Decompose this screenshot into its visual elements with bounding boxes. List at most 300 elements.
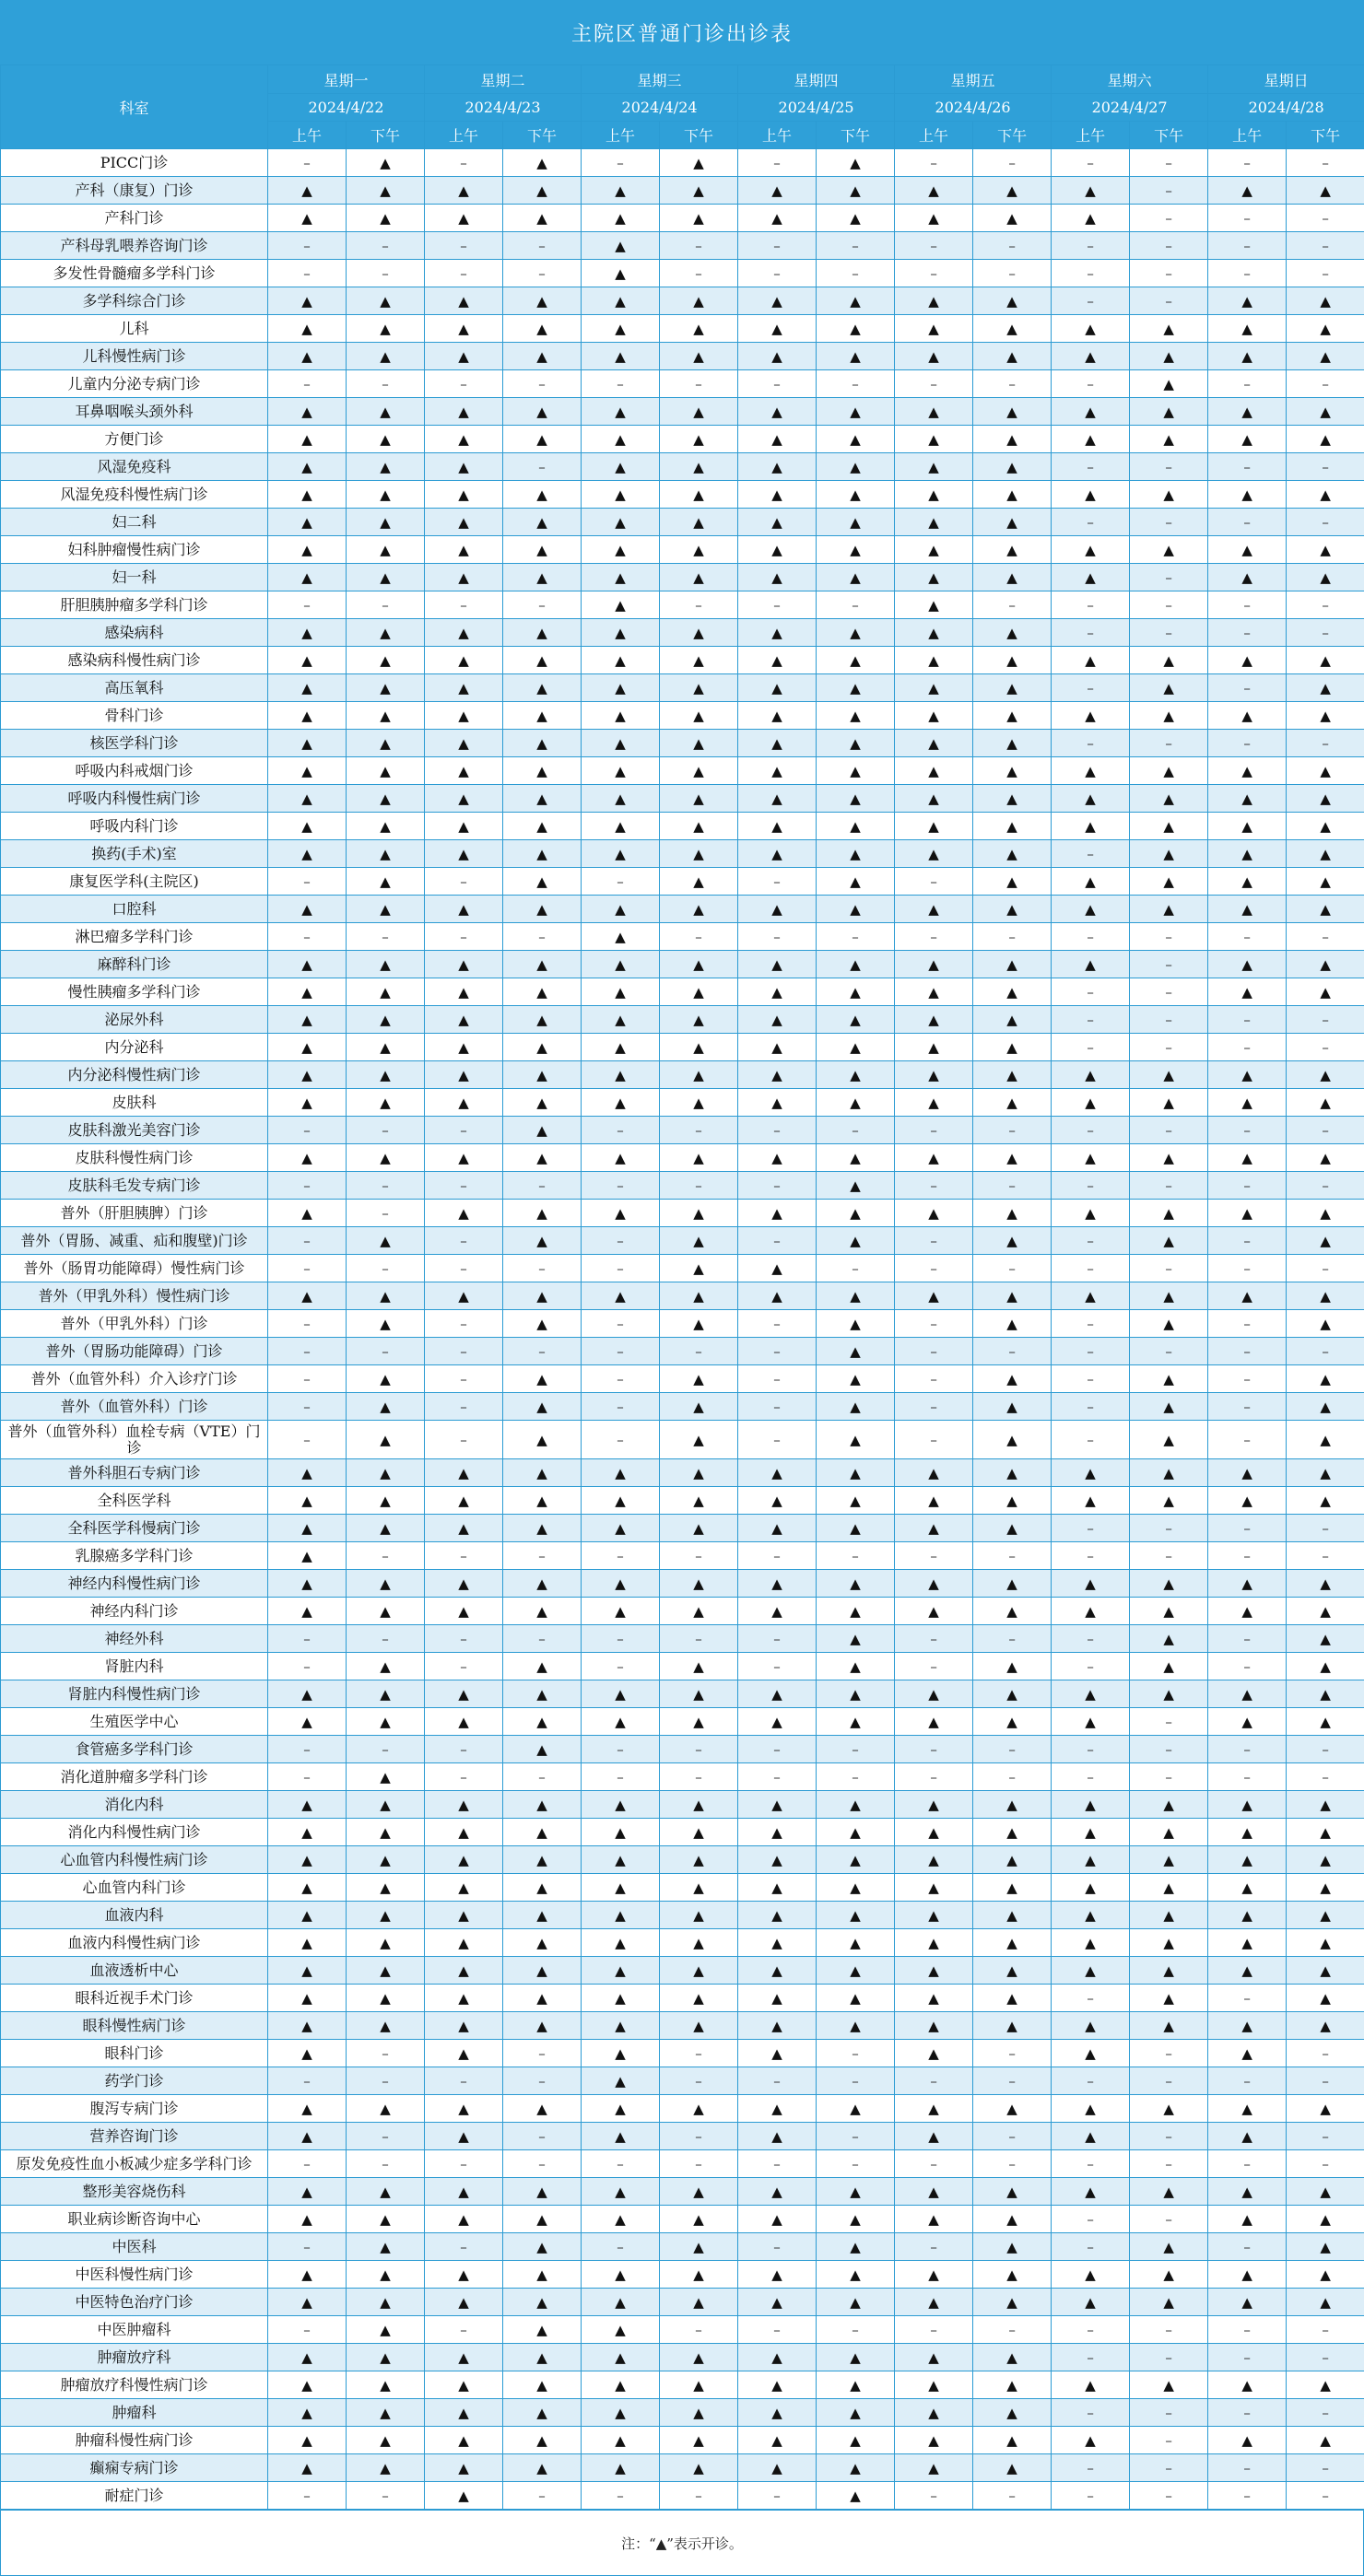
open-mark: ▲ bbox=[817, 287, 895, 315]
closed-mark: – bbox=[1052, 840, 1130, 868]
open-mark: ▲ bbox=[895, 1680, 973, 1708]
open-mark: ▲ bbox=[660, 1819, 738, 1846]
open-mark: ▲ bbox=[582, 1487, 660, 1515]
open-mark: ▲ bbox=[973, 2399, 1052, 2427]
dept-name: 康复医学科(主院区) bbox=[1, 868, 268, 896]
open-mark: ▲ bbox=[1287, 1365, 1364, 1393]
open-mark: ▲ bbox=[895, 2261, 973, 2289]
open-mark: ▲ bbox=[660, 1653, 738, 1680]
am-header: 上午 bbox=[738, 122, 817, 149]
open-mark: ▲ bbox=[582, 1089, 660, 1117]
dept-name: 儿科慢性病门诊 bbox=[1, 343, 268, 370]
open-mark: ▲ bbox=[1287, 2427, 1364, 2454]
open-mark: ▲ bbox=[973, 536, 1052, 564]
open-mark: ▲ bbox=[1208, 2123, 1287, 2150]
open-mark: ▲ bbox=[1287, 2012, 1364, 2040]
dept-name: 眼科门诊 bbox=[1, 2040, 268, 2067]
closed-mark: – bbox=[1287, 260, 1364, 287]
table-row bbox=[1, 2150, 1364, 2178]
open-mark: ▲ bbox=[1208, 1200, 1287, 1227]
open-mark: ▲ bbox=[973, 757, 1052, 785]
open-mark: ▲ bbox=[895, 481, 973, 509]
open-mark: ▲ bbox=[347, 536, 425, 564]
open-mark: ▲ bbox=[347, 453, 425, 481]
open-mark: ▲ bbox=[268, 840, 347, 868]
open-mark: ▲ bbox=[1130, 2371, 1208, 2399]
closed-mark: – bbox=[660, 1542, 738, 1570]
open-mark: ▲ bbox=[503, 287, 582, 315]
open-mark: ▲ bbox=[738, 1708, 817, 1736]
open-mark: ▲ bbox=[347, 2399, 425, 2427]
open-mark: ▲ bbox=[1208, 1708, 1287, 1736]
open-mark: ▲ bbox=[268, 951, 347, 978]
open-mark: ▲ bbox=[1052, 398, 1130, 426]
open-mark: ▲ bbox=[503, 619, 582, 647]
open-mark: ▲ bbox=[738, 1929, 817, 1957]
open-mark: ▲ bbox=[268, 1144, 347, 1172]
open-mark: ▲ bbox=[425, 1985, 503, 2012]
table-row bbox=[1, 1144, 1364, 1172]
open-mark: ▲ bbox=[1130, 1487, 1208, 1515]
open-mark: ▲ bbox=[817, 757, 895, 785]
open-mark: ▲ bbox=[660, 564, 738, 591]
open-mark: ▲ bbox=[817, 619, 895, 647]
closed-mark: – bbox=[425, 1338, 503, 1365]
open-mark: ▲ bbox=[347, 1487, 425, 1515]
open-mark: ▲ bbox=[973, 1570, 1052, 1598]
closed-mark: – bbox=[1287, 1763, 1364, 1791]
closed-mark: – bbox=[1052, 453, 1130, 481]
open-mark: ▲ bbox=[503, 1929, 582, 1957]
closed-mark: – bbox=[1052, 2399, 1130, 2427]
open-mark: ▲ bbox=[268, 398, 347, 426]
closed-mark: – bbox=[738, 2067, 817, 2095]
closed-mark: – bbox=[1287, 730, 1364, 757]
open-mark: ▲ bbox=[347, 1310, 425, 1338]
open-mark: ▲ bbox=[817, 1598, 895, 1625]
dept-name: 消化内科 bbox=[1, 1791, 268, 1819]
open-mark: ▲ bbox=[817, 868, 895, 896]
dept-name: 产科母乳喂养咨询门诊 bbox=[1, 232, 268, 260]
open-mark: ▲ bbox=[817, 1144, 895, 1172]
closed-mark: – bbox=[347, 923, 425, 951]
closed-mark: – bbox=[582, 1763, 660, 1791]
table-row bbox=[1, 426, 1364, 453]
footnote: 注：“▲”表示开诊。 bbox=[0, 2510, 1364, 2576]
open-mark: ▲ bbox=[1287, 647, 1364, 674]
open-mark: ▲ bbox=[660, 1144, 738, 1172]
open-mark: ▲ bbox=[425, 1459, 503, 1487]
open-mark: ▲ bbox=[973, 2289, 1052, 2316]
closed-mark: – bbox=[660, 2123, 738, 2150]
open-mark: ▲ bbox=[1052, 785, 1130, 813]
table-row bbox=[1, 2289, 1364, 2316]
open-mark: ▲ bbox=[582, 1791, 660, 1819]
open-mark: ▲ bbox=[1287, 343, 1364, 370]
pm-header: 下午 bbox=[817, 122, 895, 149]
dept-name: 高压氧科 bbox=[1, 674, 268, 702]
open-mark: ▲ bbox=[347, 2371, 425, 2399]
open-mark: ▲ bbox=[973, 1957, 1052, 1985]
closed-mark: – bbox=[738, 923, 817, 951]
open-mark: ▲ bbox=[1130, 1902, 1208, 1929]
closed-mark: – bbox=[1130, 951, 1208, 978]
dept-name: 普外（血管外科）血栓专病（VTE）门诊 bbox=[1, 1421, 268, 1459]
open-mark: ▲ bbox=[973, 2178, 1052, 2206]
open-mark: ▲ bbox=[660, 1310, 738, 1338]
open-mark: ▲ bbox=[503, 536, 582, 564]
open-mark: ▲ bbox=[895, 1034, 973, 1061]
closed-mark: – bbox=[895, 232, 973, 260]
open-mark: ▲ bbox=[1052, 1846, 1130, 1874]
open-mark: ▲ bbox=[817, 2012, 895, 2040]
open-mark: ▲ bbox=[817, 840, 895, 868]
open-mark: ▲ bbox=[1287, 840, 1364, 868]
open-mark: ▲ bbox=[973, 177, 1052, 205]
open-mark: ▲ bbox=[347, 149, 425, 177]
open-mark: ▲ bbox=[660, 1282, 738, 1310]
open-mark: ▲ bbox=[973, 2344, 1052, 2371]
closed-mark: – bbox=[1052, 1393, 1130, 1421]
open-mark: ▲ bbox=[268, 1200, 347, 1227]
table-row bbox=[1, 951, 1364, 978]
closed-mark: – bbox=[973, 1625, 1052, 1653]
dept-name: 口腔科 bbox=[1, 896, 268, 923]
closed-mark: – bbox=[1287, 453, 1364, 481]
open-mark: ▲ bbox=[817, 951, 895, 978]
closed-mark: – bbox=[425, 1736, 503, 1763]
open-mark: ▲ bbox=[1052, 2261, 1130, 2289]
closed-mark: – bbox=[503, 370, 582, 398]
open-mark: ▲ bbox=[817, 730, 895, 757]
open-mark: ▲ bbox=[1052, 481, 1130, 509]
open-mark: ▲ bbox=[503, 1902, 582, 1929]
open-mark: ▲ bbox=[347, 2344, 425, 2371]
dept-name: 皮肤科激光美容门诊 bbox=[1, 1117, 268, 1144]
table-row bbox=[1, 260, 1364, 287]
closed-mark: – bbox=[1130, 2150, 1208, 2178]
table-row bbox=[1, 398, 1364, 426]
open-mark: ▲ bbox=[1208, 564, 1287, 591]
dept-name: 食管癌多学科门诊 bbox=[1, 1736, 268, 1763]
open-mark: ▲ bbox=[895, 426, 973, 453]
closed-mark: – bbox=[425, 2316, 503, 2344]
open-mark: ▲ bbox=[582, 1144, 660, 1172]
pm-header: 下午 bbox=[973, 122, 1052, 149]
dept-name: 换药(手术)室 bbox=[1, 840, 268, 868]
table-row bbox=[1, 1338, 1364, 1365]
closed-mark: – bbox=[817, 1542, 895, 1570]
open-mark: ▲ bbox=[1287, 398, 1364, 426]
open-mark: ▲ bbox=[1130, 1089, 1208, 1117]
closed-mark: – bbox=[1052, 370, 1130, 398]
closed-mark: – bbox=[425, 232, 503, 260]
open-mark: ▲ bbox=[268, 674, 347, 702]
open-mark: ▲ bbox=[425, 564, 503, 591]
closed-mark: – bbox=[582, 1310, 660, 1338]
closed-mark: – bbox=[347, 232, 425, 260]
open-mark: ▲ bbox=[1208, 647, 1287, 674]
open-mark: ▲ bbox=[1287, 978, 1364, 1006]
closed-mark: – bbox=[1208, 619, 1287, 647]
open-mark: ▲ bbox=[268, 2178, 347, 2206]
closed-mark: – bbox=[738, 1172, 817, 1200]
open-mark: ▲ bbox=[660, 674, 738, 702]
open-mark: ▲ bbox=[582, 2371, 660, 2399]
open-mark: ▲ bbox=[582, 730, 660, 757]
open-mark: ▲ bbox=[738, 2261, 817, 2289]
closed-mark: – bbox=[895, 1227, 973, 1255]
closed-mark: – bbox=[1287, 2344, 1364, 2371]
open-mark: ▲ bbox=[1287, 785, 1364, 813]
open-mark: ▲ bbox=[738, 1985, 817, 2012]
open-mark: ▲ bbox=[425, 2040, 503, 2067]
open-mark: ▲ bbox=[347, 674, 425, 702]
closed-mark: – bbox=[660, 2150, 738, 2178]
closed-mark: – bbox=[817, 1736, 895, 1763]
open-mark: ▲ bbox=[347, 1791, 425, 1819]
closed-mark: – bbox=[1208, 1310, 1287, 1338]
open-mark: ▲ bbox=[738, 1791, 817, 1819]
open-mark: ▲ bbox=[1052, 2289, 1130, 2316]
open-mark: ▲ bbox=[1287, 702, 1364, 730]
dept-name: 中医肿瘤科 bbox=[1, 2316, 268, 2344]
open-mark: ▲ bbox=[503, 1200, 582, 1227]
open-mark: ▲ bbox=[660, 2399, 738, 2427]
open-mark: ▲ bbox=[973, 1034, 1052, 1061]
closed-mark: – bbox=[895, 2067, 973, 2095]
open-mark: ▲ bbox=[973, 1487, 1052, 1515]
closed-mark: – bbox=[1130, 923, 1208, 951]
closed-mark: – bbox=[503, 260, 582, 287]
closed-mark: – bbox=[1052, 619, 1130, 647]
open-mark: ▲ bbox=[425, 205, 503, 232]
open-mark: ▲ bbox=[1130, 1874, 1208, 1902]
closed-mark: – bbox=[425, 1763, 503, 1791]
closed-mark: – bbox=[895, 1365, 973, 1393]
table-row bbox=[1, 1227, 1364, 1255]
open-mark: ▲ bbox=[660, 2371, 738, 2399]
open-mark: ▲ bbox=[738, 2399, 817, 2427]
open-mark: ▲ bbox=[347, 2233, 425, 2261]
open-mark: ▲ bbox=[895, 674, 973, 702]
closed-mark: – bbox=[1052, 1172, 1130, 1200]
closed-mark: – bbox=[817, 2316, 895, 2344]
open-mark: ▲ bbox=[425, 1089, 503, 1117]
dept-name: 内分泌科 bbox=[1, 1034, 268, 1061]
open-mark: ▲ bbox=[660, 287, 738, 315]
open-mark: ▲ bbox=[973, 1515, 1052, 1542]
pm-header: 下午 bbox=[660, 122, 738, 149]
dept-name: 风湿免疫科慢性病门诊 bbox=[1, 481, 268, 509]
open-mark: ▲ bbox=[895, 453, 973, 481]
open-mark: ▲ bbox=[1287, 1598, 1364, 1625]
open-mark: ▲ bbox=[895, 951, 973, 978]
dept-name: 神经内科慢性病门诊 bbox=[1, 1570, 268, 1598]
open-mark: ▲ bbox=[347, 1985, 425, 2012]
am-header: 上午 bbox=[895, 122, 973, 149]
open-mark: ▲ bbox=[582, 481, 660, 509]
open-mark: ▲ bbox=[1208, 840, 1287, 868]
open-mark: ▲ bbox=[268, 730, 347, 757]
closed-mark: – bbox=[1052, 1006, 1130, 1034]
open-mark: ▲ bbox=[1052, 896, 1130, 923]
open-mark: ▲ bbox=[503, 702, 582, 730]
closed-mark: – bbox=[268, 260, 347, 287]
open-mark: ▲ bbox=[973, 813, 1052, 840]
open-mark: ▲ bbox=[1130, 1653, 1208, 1680]
open-mark: ▲ bbox=[503, 2454, 582, 2482]
open-mark: ▲ bbox=[973, 1006, 1052, 1034]
open-mark: ▲ bbox=[817, 1006, 895, 1034]
am-header: 上午 bbox=[268, 122, 347, 149]
table-row bbox=[1, 149, 1364, 177]
open-mark: ▲ bbox=[973, 1653, 1052, 1680]
open-mark: ▲ bbox=[895, 536, 973, 564]
open-mark: ▲ bbox=[503, 1034, 582, 1061]
open-mark: ▲ bbox=[660, 1255, 738, 1282]
open-mark: ▲ bbox=[1052, 1902, 1130, 1929]
open-mark: ▲ bbox=[738, 1515, 817, 1542]
open-mark: ▲ bbox=[738, 1598, 817, 1625]
open-mark: ▲ bbox=[738, 1282, 817, 1310]
closed-mark: – bbox=[817, 1763, 895, 1791]
open-mark: ▲ bbox=[1208, 426, 1287, 453]
open-mark: ▲ bbox=[425, 2178, 503, 2206]
open-mark: ▲ bbox=[895, 647, 973, 674]
open-mark: ▲ bbox=[582, 1819, 660, 1846]
closed-mark: – bbox=[738, 2233, 817, 2261]
open-mark: ▲ bbox=[582, 1200, 660, 1227]
open-mark: ▲ bbox=[817, 1034, 895, 1061]
date-header: 2024/4/25 bbox=[738, 94, 895, 122]
open-mark: ▲ bbox=[895, 343, 973, 370]
closed-mark: – bbox=[268, 1338, 347, 1365]
closed-mark: – bbox=[895, 2150, 973, 2178]
open-mark: ▲ bbox=[895, 591, 973, 619]
open-mark: ▲ bbox=[738, 1200, 817, 1227]
open-mark: ▲ bbox=[1287, 1957, 1364, 1985]
closed-mark: – bbox=[425, 1310, 503, 1338]
closed-mark: – bbox=[973, 1763, 1052, 1791]
open-mark: ▲ bbox=[1208, 813, 1287, 840]
open-mark: ▲ bbox=[425, 1846, 503, 1874]
dept-name: 感染病科慢性病门诊 bbox=[1, 647, 268, 674]
open-mark: ▲ bbox=[268, 1902, 347, 1929]
closed-mark: – bbox=[268, 1255, 347, 1282]
open-mark: ▲ bbox=[425, 1034, 503, 1061]
open-mark: ▲ bbox=[425, 1819, 503, 1846]
dept-name: 呼吸内科慢性病门诊 bbox=[1, 785, 268, 813]
closed-mark: – bbox=[503, 591, 582, 619]
closed-mark: – bbox=[1208, 1255, 1287, 1282]
open-mark: ▲ bbox=[425, 509, 503, 536]
open-mark: ▲ bbox=[582, 1680, 660, 1708]
open-mark: ▲ bbox=[582, 509, 660, 536]
open-mark: ▲ bbox=[268, 813, 347, 840]
open-mark: ▲ bbox=[817, 1874, 895, 1902]
weekday-header: 星期四 bbox=[738, 65, 895, 94]
open-mark: ▲ bbox=[582, 702, 660, 730]
closed-mark: – bbox=[268, 2233, 347, 2261]
open-mark: ▲ bbox=[738, 1902, 817, 1929]
open-mark: ▲ bbox=[582, 564, 660, 591]
closed-mark: – bbox=[582, 1625, 660, 1653]
open-mark: ▲ bbox=[503, 785, 582, 813]
closed-mark: – bbox=[347, 1736, 425, 1763]
open-mark: ▲ bbox=[582, 2012, 660, 2040]
open-mark: ▲ bbox=[817, 1421, 895, 1459]
closed-mark: – bbox=[1052, 1736, 1130, 1763]
open-mark: ▲ bbox=[1287, 1570, 1364, 1598]
table-row bbox=[1, 1310, 1364, 1338]
open-mark: ▲ bbox=[738, 1874, 817, 1902]
open-mark: ▲ bbox=[268, 2427, 347, 2454]
open-mark: ▲ bbox=[1208, 177, 1287, 205]
closed-mark: – bbox=[268, 1421, 347, 1459]
open-mark: ▲ bbox=[738, 1255, 817, 1282]
open-mark: ▲ bbox=[738, 177, 817, 205]
dept-name: 血液透析中心 bbox=[1, 1957, 268, 1985]
open-mark: ▲ bbox=[660, 177, 738, 205]
closed-mark: – bbox=[1287, 1006, 1364, 1034]
table-row bbox=[1, 453, 1364, 481]
open-mark: ▲ bbox=[895, 315, 973, 343]
open-mark: ▲ bbox=[895, 509, 973, 536]
open-mark: ▲ bbox=[895, 1846, 973, 1874]
open-mark: ▲ bbox=[582, 2289, 660, 2316]
closed-mark: – bbox=[1208, 509, 1287, 536]
open-mark: ▲ bbox=[660, 2289, 738, 2316]
open-mark: ▲ bbox=[347, 840, 425, 868]
closed-mark: – bbox=[503, 2067, 582, 2095]
open-mark: ▲ bbox=[738, 840, 817, 868]
open-mark: ▲ bbox=[425, 951, 503, 978]
open-mark: ▲ bbox=[660, 2454, 738, 2482]
open-mark: ▲ bbox=[895, 2454, 973, 2482]
open-mark: ▲ bbox=[660, 702, 738, 730]
open-mark: ▲ bbox=[1287, 1227, 1364, 1255]
closed-mark: – bbox=[738, 1736, 817, 1763]
closed-mark: – bbox=[347, 2067, 425, 2095]
open-mark: ▲ bbox=[895, 205, 973, 232]
open-mark: ▲ bbox=[1287, 1929, 1364, 1957]
open-mark: ▲ bbox=[347, 619, 425, 647]
open-mark: ▲ bbox=[738, 1819, 817, 1846]
open-mark: ▲ bbox=[425, 619, 503, 647]
open-mark: ▲ bbox=[1052, 536, 1130, 564]
closed-mark: – bbox=[1208, 453, 1287, 481]
table-row bbox=[1, 1421, 1364, 1459]
open-mark: ▲ bbox=[503, 1846, 582, 1874]
open-mark: ▲ bbox=[503, 2095, 582, 2123]
open-mark: ▲ bbox=[503, 2289, 582, 2316]
closed-mark: – bbox=[425, 2150, 503, 2178]
closed-mark: – bbox=[1052, 1338, 1130, 1365]
open-mark: ▲ bbox=[347, 2454, 425, 2482]
open-mark: ▲ bbox=[660, 1570, 738, 1598]
date-header: 2024/4/28 bbox=[1208, 94, 1364, 122]
table-row bbox=[1, 2427, 1364, 2454]
open-mark: ▲ bbox=[973, 205, 1052, 232]
open-mark: ▲ bbox=[347, 177, 425, 205]
dept-name: 眼科近视手术门诊 bbox=[1, 1985, 268, 2012]
open-mark: ▲ bbox=[660, 2344, 738, 2371]
open-mark: ▲ bbox=[817, 1393, 895, 1421]
open-mark: ▲ bbox=[268, 205, 347, 232]
closed-mark: – bbox=[660, 1625, 738, 1653]
open-mark: ▲ bbox=[582, 674, 660, 702]
